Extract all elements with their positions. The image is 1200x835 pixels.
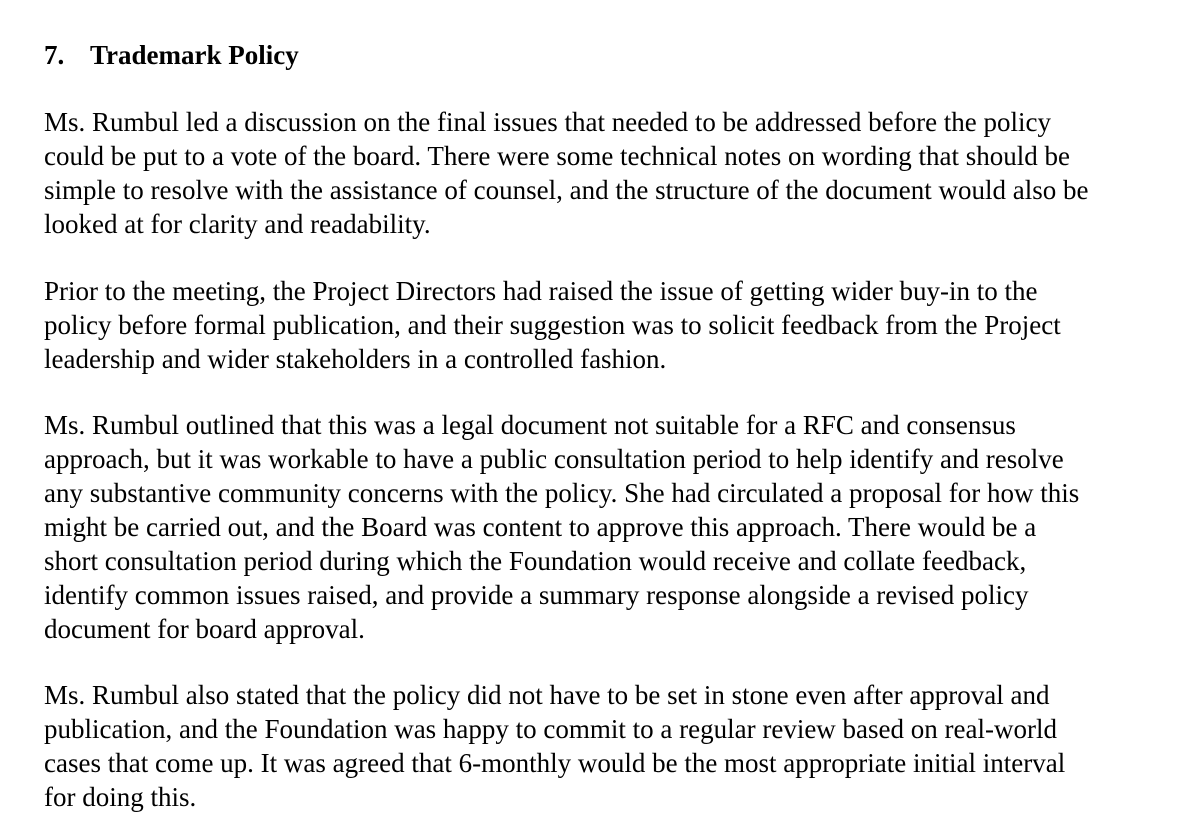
text-line: simple to resolve with the assistance of counsel, and the structure of the document would also be <box>44 175 1089 205</box>
text-line: for doing this. <box>44 782 197 812</box>
paragraph-buy-in <box>44 274 1061 376</box>
text-line: could be put to a vote of the board. There were some technical notes on wording that should be <box>44 141 1070 171</box>
section-title: Trademark Policy <box>90 40 299 70</box>
text-line: Ms. Rumbul led a discussion on the final issues that needed to be addressed before the policy <box>44 107 1052 137</box>
text-line: leadership and wider stakeholders in a controlled fashion. <box>44 344 667 374</box>
text-line: Ms. Rumbul outlined that this was a legal document not suitable for a RFC and consensus <box>44 410 1016 440</box>
text-line: Ms. Rumbul also stated that the policy did not have to be set in stone even after approval and <box>44 680 1050 710</box>
text-line: approach, but it was workable to have a public consultation period to help identify and resolve <box>44 444 1064 474</box>
text-line: Prior to the meeting, the Project Directors had raised the issue of getting wider buy-in to the <box>44 276 1038 306</box>
paragraph-consultation <box>44 408 1079 646</box>
section-heading <box>44 38 299 72</box>
text-line: short consultation period during which the Foundation would receive and collate feedback, <box>44 546 1027 576</box>
paragraph-discussion <box>44 105 1088 241</box>
section-number: 7. <box>44 40 65 70</box>
text-line: might be carried out, and the Board was content to approve this approach. There would be a <box>44 512 1037 542</box>
paragraph-review <box>44 678 1065 814</box>
text-line: identify common issues raised, and provide a summary response alongside a revised policy <box>44 580 1029 610</box>
text-line: cases that come up. It was agreed that 6-monthly would be the most appropriate initial interval <box>44 748 1066 778</box>
text-line: looked at for clarity and readability. <box>44 209 431 239</box>
text-line: document for board approval. <box>44 614 365 644</box>
text-line: publication, and the Foundation was happy to commit to a regular review based on real-world <box>44 714 1057 744</box>
text-line: policy before formal publication, and their suggestion was to solicit feedback from the Project <box>44 310 1061 340</box>
text-line: any substantive community concerns with the policy. She had circulated a proposal for how this <box>44 478 1080 508</box>
